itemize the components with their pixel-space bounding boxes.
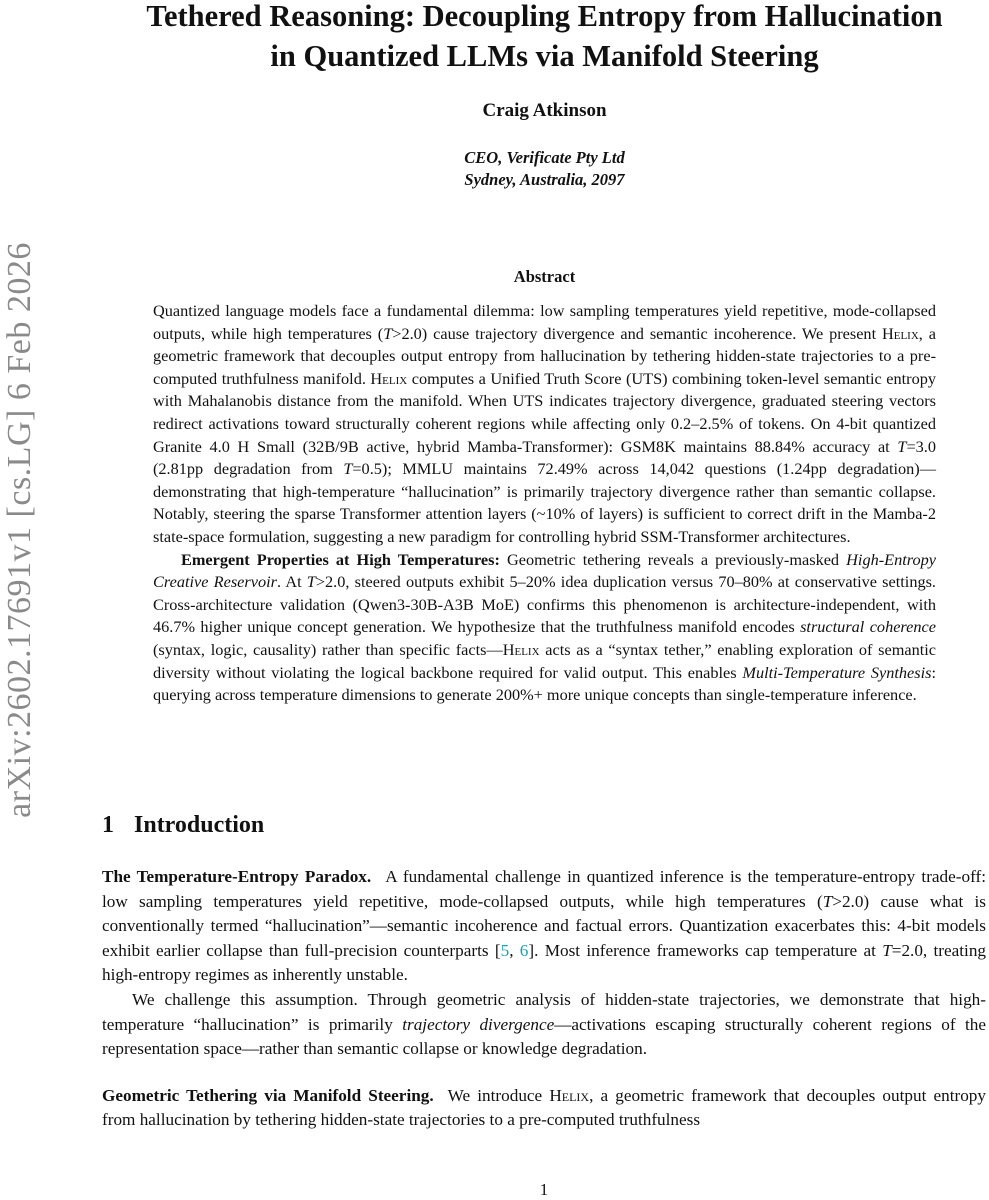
intro-paragraph-1: The Temperature-Entropy Paradox. A fundamental challenge in quantized inference is the temperature-entropy trade-off: low sampling temperatures yield repetitive, mode-collapsed outputs, while high temperatures (T>2.0) cause what is conventionally termed “hallucination”—semantic incoherence and factual errors. Quantization exacerbates this: 4-bit models exhibit earlier collapse than full-precision counterparts [5, 6]. Most inference frameworks cap temperature at T=2.0, treating high-entropy regimes as inherently unstable. <box>102 867 987 985</box>
title-line-2: in Quantized LLMs via Manifold Steering <box>270 39 819 73</box>
affiliation <box>100 147 989 191</box>
helix-name: Helix <box>502 639 540 659</box>
citation-link-6[interactable]: 6 <box>519 940 529 960</box>
paper-title <box>100 0 989 76</box>
helix-name: Helix <box>370 368 408 388</box>
emergent-properties-runin: Emergent Properties at High Temperatures: <box>181 549 500 569</box>
page-number: 1 <box>539 1180 549 1199</box>
intro-paragraph-2: We challenge this assumption. Through geometric analysis of hidden-state trajectories, we demonstrate that high-temperature “hallucination” is primarily trajectory divergence—activations escaping structurally coherent regions of the representation space—rather than semantic collapse or knowledge degradation. <box>102 989 986 1059</box>
affiliation-line-1: CEO, Verificate Pty Ltd <box>464 148 625 167</box>
intro-paragraph-3: Geometric Tethering via Manifold Steering. We introduce Helix, a geometric framework that decouples output entropy from hallucination by tethering hidden-state trajectories to a pre-computed truthfulness <box>102 1085 986 1130</box>
arxiv-identifier-stamp <box>0 210 40 850</box>
helix-name: Helix <box>549 1085 590 1105</box>
abstract-heading: Abstract <box>513 267 576 286</box>
arxiv-id-text: arXiv:2602.17691v1 [cs.LG] 6 Feb 2026 <box>1 242 38 818</box>
abstract-paragraph-2: Emergent Properties at High Temperatures: Geometric tethering reveals a previously-masked High-Entropy Creative Reservoir. At T>2.0, steered outputs exhibit 5–20% idea duplication versus 70–80% at conservative settings. Cross-architecture validation (Qwen3-30B-A3B MoE) confirms this phenomenon is architecture-independent, with 46.7% higher unique concept generation. We hypothesize that the truthfulness manifold encodes structural coherence (syntax, logic, causality) rather than specific facts—Helix acts as a “syntax tether,” enabling exploration of semantic diversity without violating the logical backbone required for valid output. This enables Multi-Temperature Synthesis: querying across temperature dimensions to generate 200%+ more unique concepts than single-temperature inference. <box>153 549 937 705</box>
abstract-paragraph-1: Quantized language models face a fundamental dilemma: low sampling temperatures yield repetitive, mode-collapsed outputs, while high temperatures (T>2.0) cause trajectory divergence and semantic incoherence. We present Helix, a geometric framework that decouples output entropy from hallucination by tethering hidden-state trajectories to a pre-computed truthfulness manifold. Helix computes a Unified Truth Score (UTS) combining token-level semantic entropy with Mahalanobis distance from the manifold. When UTS indicates trajectory divergence, graduated steering vectors redirect activations toward structurally coherent regions while affecting only 0.2–2.5% of tokens. On 4-bit quantized Granite 4.0 H Small (32B/9B active, hybrid Mamba-Transformer): GSM8K maintains 88.84% accuracy at T=3.0 (2.81pp degradation from T=0.5); MMLU maintains 72.49% across 14,042 questions (1.24pp degradation)—demonstrating that high-temperature “hallucination” is primarily trajectory divergence rather than semantic collapse. Notably, steering the sparse Transformer attention layers (~10% of layers) is sufficient to correct drift in the Mamba-2 state-space formulation, suggesting a new paradigm for controlling hybrid SSM-Transformer architectures. <box>153 301 937 546</box>
introduction-body <box>102 865 986 1133</box>
title-line-1: Tethered Reasoning: Decoupling Entropy from Hallucination <box>146 0 943 33</box>
temperature-entropy-runin: The Temperature-Entropy Paradox. <box>102 867 372 886</box>
section-number: 1 <box>102 812 114 838</box>
affiliation-line-2: Sydney, Australia, 2097 <box>464 170 625 189</box>
geometric-tethering-runin: Geometric Tethering via Manifold Steering. <box>102 1085 434 1105</box>
section-heading-introduction <box>102 812 264 839</box>
citation-link-5[interactable]: 5 <box>500 940 510 960</box>
abstract-body <box>153 300 936 707</box>
helix-name: Helix <box>881 323 919 343</box>
section-title: Introduction <box>134 812 265 838</box>
author-name: Craig Atkinson <box>482 100 607 121</box>
